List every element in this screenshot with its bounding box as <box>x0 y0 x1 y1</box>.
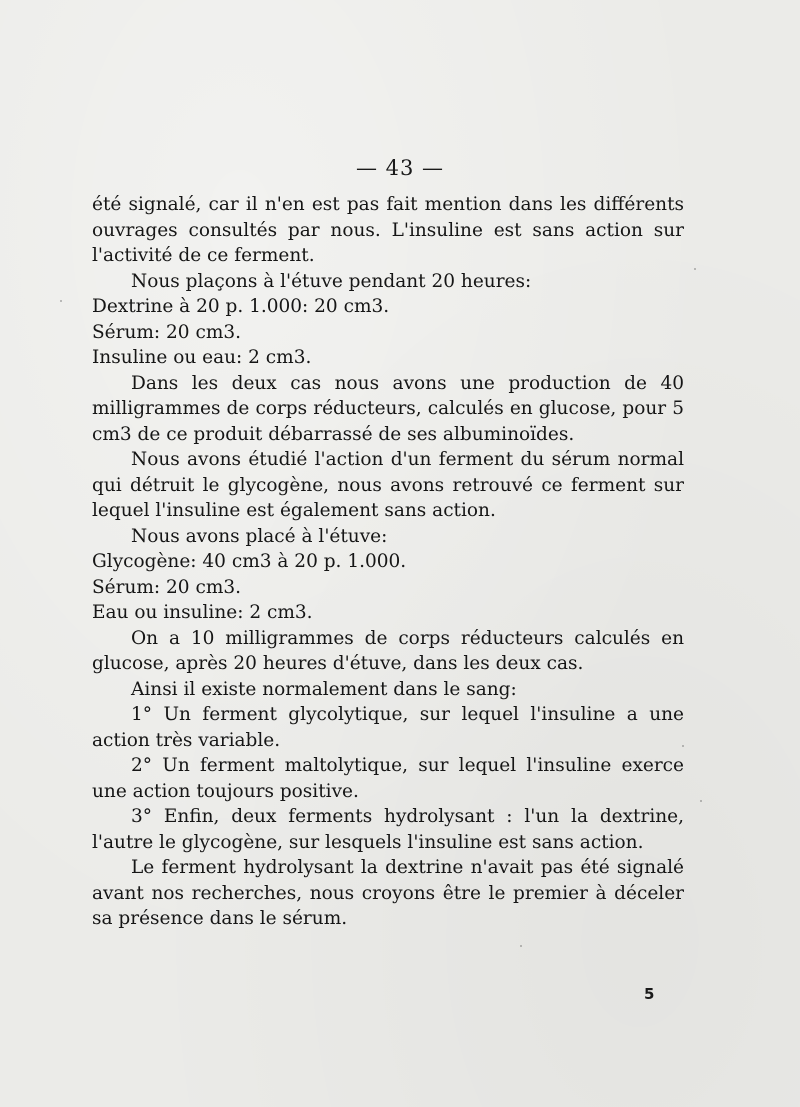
scan-speck <box>694 268 696 270</box>
paragraph-continuation: été signalé, car il n'en est pas fait mention dans les différents ouvrages consultés par nous. L'insuline est sans action sur l'activité de ce ferment. <box>92 194 684 266</box>
scan-speck <box>610 640 612 642</box>
signature-mark: 5 <box>644 985 655 1003</box>
paragraph-result-2: On a 10 milligrammes de corps réducteurs calculés en glucose, après 20 heures d'étuve, dans les deux cas. <box>92 627 684 674</box>
recipe-2-line-2: Sérum: 20 cm3. <box>92 576 242 598</box>
paragraph-conclusion: Le ferment hydrolysant la dextrine n'avait pas été signalé avant nos recherches, nous croyons être le premier à déceler sa présence dans le sérum. <box>92 857 684 929</box>
paragraph-glycogen-ferment: Nous avons étudié l'action d'un ferment du sérum normal qui détruit le glycogène, nous avons retrouvé ce ferment sur lequel l'insuline est également sans action. <box>92 449 684 521</box>
list-item-3: 3° Enfin, deux ferments hydrolysant : l'un la dextrine, l'autre le glycogène, sur lesquels l'insuline est sans action. <box>92 806 684 853</box>
scan-speck <box>60 300 62 302</box>
recipe-1-line-3: Insuline ou eau: 2 cm3. <box>92 347 312 368</box>
scan-speck <box>520 945 522 947</box>
list-item-1: 1° Un ferment glycolytique, sur lequel l'insuline a une action très variable. <box>92 704 684 751</box>
scan-speck <box>682 745 684 747</box>
recipe-2-line-3: Eau ou insuline: 2 cm3. <box>92 602 313 623</box>
list-item-2: 2° Un ferment maltolytique, sur lequel l'insuline exerce une action toujours positive. <box>92 755 684 802</box>
paragraph-summary-intro: Ainsi il existe normalement dans le sang: <box>131 678 517 700</box>
recipe-2-line-1: Glycogène: 40 cm3 à 20 p. 1.000. <box>92 551 407 572</box>
body-text <box>92 192 684 932</box>
paragraph-result-1: Dans les deux cas nous avons une production de 40 milligrammes de corps réducteurs, calculés en glucose, pour 5 cm3 de ce produit débarrassé de ses albuminoïdes. <box>92 372 684 445</box>
paragraph-setup-2: Nous avons placé à l'étuve: <box>131 525 388 547</box>
recipe-1-line-1: Dextrine à 20 p. 1.000: 20 cm3. <box>92 296 390 317</box>
scan-speck <box>700 800 702 802</box>
recipe-1-line-2: Sérum: 20 cm3. <box>92 321 242 343</box>
page-number: — 43 — <box>355 156 445 180</box>
paragraph-setup-1: Nous plaçons à l'étuve pendant 20 heures: <box>131 270 532 292</box>
